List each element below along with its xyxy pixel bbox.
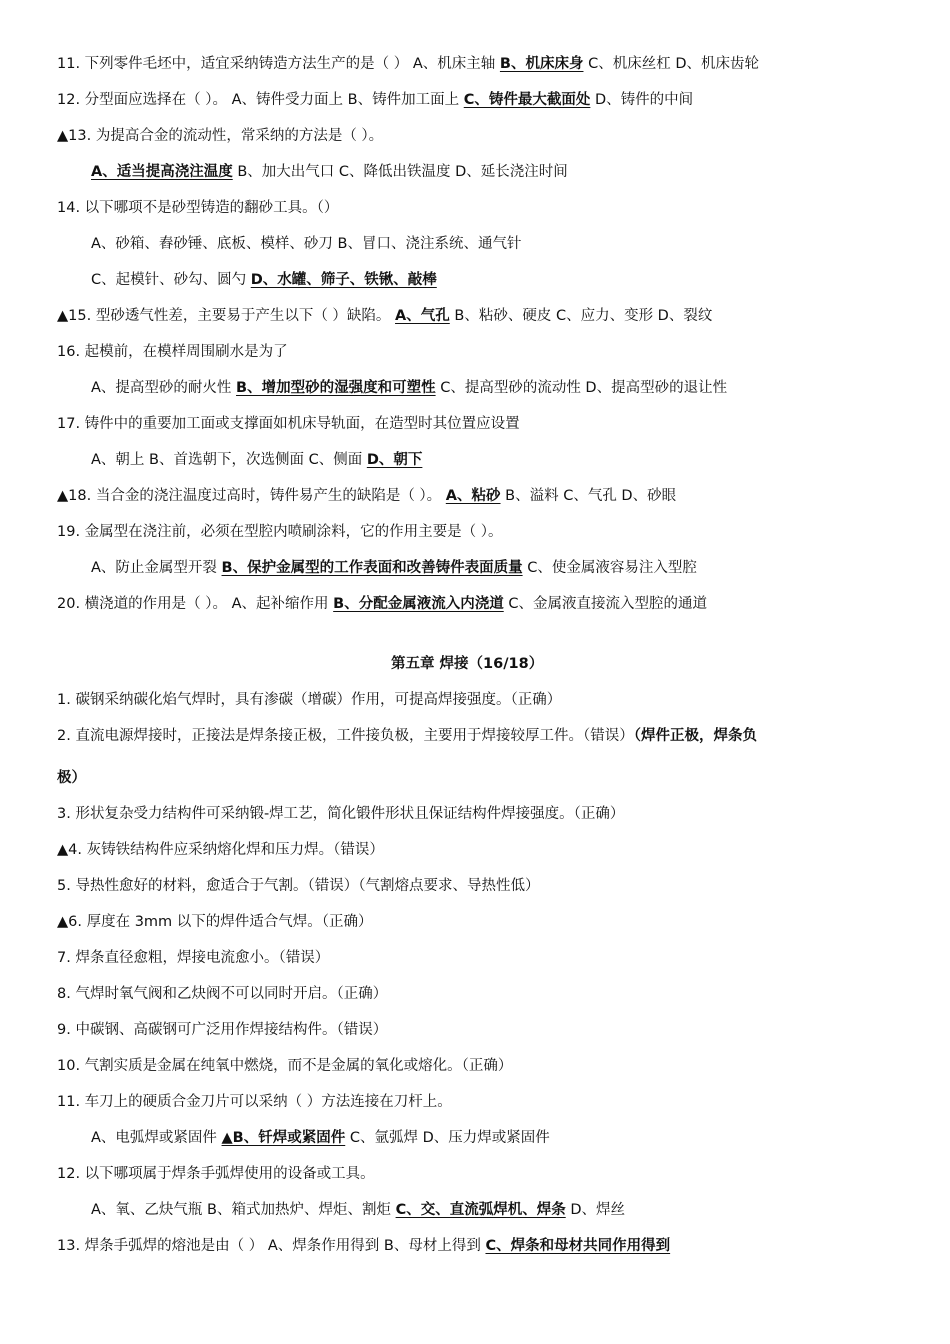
answer-highlight: A、适当提高浇注温度 [91, 164, 233, 180]
text-segment: D、铸件的中间 [590, 92, 694, 108]
text-line [57, 486, 676, 506]
text-segment: ▲15. 型砂透气性差，主要易于产生以下（ ）缺陷。 [57, 308, 396, 324]
text-segment: ▲6. 厚度在 3mm 以下的焊件适合气焊。（正确） [57, 914, 373, 930]
text-segment: 5. 导热性愈好的材料，愈适合于气割。（错误）（气割熔点要求、导热性低） [57, 878, 540, 894]
answer-highlight: D、朝下 [366, 452, 423, 468]
text-line [57, 804, 624, 824]
answer-highlight: C、焊条和母材共同作用得到 [485, 1238, 671, 1254]
text-line [57, 690, 561, 710]
text-line [57, 54, 759, 74]
text-line [57, 306, 712, 326]
text-segment: C、起模针、砂勾、圆勺 [91, 272, 251, 288]
text-segment: D、焊丝 [565, 1202, 626, 1218]
text-line [91, 450, 422, 470]
text-segment: 20. 横浇道的作用是（ ）。 A、起补缩作用 [57, 596, 334, 612]
text-segment: C、使金属液容易注入型腔 [522, 560, 697, 576]
answer-highlight: ▲B、钎焊或紧固件 [221, 1130, 346, 1146]
text-segment: 12. 以下哪项属于焊条手弧焊使用的设备或工具。 [57, 1166, 375, 1182]
text-line [57, 726, 757, 746]
answer-highlight: A、粘砂 [445, 488, 501, 504]
text-segment: B、加大出气口 C、降低出铁温度 D、延长浇注时间 [232, 164, 568, 180]
text-line [57, 198, 338, 218]
text-segment: C、金属液直接流入型腔的通道 [503, 596, 707, 612]
text-line [57, 948, 329, 968]
text-segment: 1. 碳钢采纳碳化焰气焊时，具有渗碳（增碳）作用，可提高焊接强度。（正确） [57, 692, 562, 708]
text-line [57, 984, 387, 1004]
text-line [57, 522, 503, 542]
answer-highlight: B、机床床身 [499, 56, 584, 72]
text-segment: C、氩弧焊 D、压力焊或紧固件 [345, 1130, 550, 1146]
answer-highlight: A、气孔 [395, 308, 450, 324]
answer-highlight: D、水罐、筛子、铁锹、敲棒 [250, 272, 437, 288]
text-segment: 2. 直流电源焊接时，正接法是焊条接正极，工件接负极，主要用于焊接较厚工件。（错误） [57, 728, 634, 744]
text-segment: ▲13. 为提高合金的流动性，常采纳的方法是（ ）。 [57, 128, 384, 144]
text-segment: A、提高型砂的耐火性 [91, 380, 237, 396]
text-line [91, 270, 437, 290]
chapter-title [391, 654, 543, 674]
text-segment: 16. 起模前，在模样周围刷水是为了 [57, 344, 288, 360]
text-segment: 19. 金属型在浇注前，必须在型腔内喷刷涂料，它的作用主要是（ ）。 [57, 524, 503, 540]
text-line [91, 234, 521, 254]
text-segment: 3. 形状复杂受力结构件可采纳锻-焊工艺，简化锻件形状且保证结构件焊接强度。（正确） [57, 806, 625, 822]
answer-highlight: B、增加型砂的湿强度和可塑性 [236, 380, 436, 396]
bold-text: 第五章 焊接（16/18） [391, 656, 544, 672]
text-line [91, 558, 697, 578]
text-segment: C、提高型砂的流动性 D、提高型砂的退让性 [435, 380, 728, 396]
text-segment: 17. 铸件中的重要加工面或支撑面如机床导轨面，在造型时其位置应设置 [57, 416, 520, 432]
text-line [91, 1200, 625, 1220]
text-line [57, 1020, 387, 1040]
answer-highlight: B、分配金属液流入内浇道 [333, 596, 504, 612]
text-segment: B、溢料 C、气孔 D、砂眼 [500, 488, 677, 504]
text-line [57, 1236, 670, 1256]
text-segment: 13. 焊条手弧焊的熔池是由（ ） A、焊条作用得到 B、母材上得到 [57, 1238, 486, 1254]
text-segment: 11. 车刀上的硬质合金刀片可以采纳（ ）方法连接在刀杆上。 [57, 1094, 452, 1110]
text-segment: A、朝上 B、首选朝下，次选侧面 C、侧面 [91, 452, 367, 468]
text-line [57, 126, 383, 146]
text-segment: 14. 以下哪项不是砂型铸造的翻砂工具。（） [57, 200, 339, 216]
text-line [57, 414, 520, 434]
text-line [57, 876, 539, 896]
text-line [57, 1092, 452, 1112]
bold-text: 极） [57, 770, 86, 786]
text-line [91, 162, 568, 182]
text-segment: 10. 气割实质是金属在纯氧中燃烧，而不是金属的氧化或熔化。（正确） [57, 1058, 513, 1074]
text-line [91, 378, 727, 398]
answer-highlight: B、保护金属型的工作表面和改善铸件表面质量 [221, 560, 523, 576]
text-segment: A、砂箱、舂砂锤、底板、模样、砂刀 B、冒口、浇注系统、通气针 [91, 236, 522, 252]
text-segment: A、电弧焊或紧固件 [91, 1130, 222, 1146]
text-segment: 11. 下列零件毛坯中，适宜采纳铸造方法生产的是（ ） A、机床主轴 [57, 56, 500, 72]
text-line [57, 342, 288, 362]
text-segment: ▲4. 灰铸铁结构件应采纳熔化焊和压力焊。（错误） [57, 842, 384, 858]
text-line [57, 594, 707, 614]
text-segment: C、机床丝杠 D、机床齿轮 [583, 56, 759, 72]
bold-text: （焊件正极，焊条负 [633, 728, 757, 744]
text-segment: ▲18. 当合金的浇注温度过高时，铸件易产生的缺陷是（ ）。 [57, 488, 446, 504]
text-segment: A、防止金属型开裂 [91, 560, 222, 576]
answer-highlight: C、铸件最大截面处 [463, 92, 591, 108]
answer-highlight: C、交、直流弧焊机、焊条 [395, 1202, 566, 1218]
text-line [57, 840, 384, 860]
text-segment: 7. 焊条直径愈粗，焊接电流愈小。（错误） [57, 950, 330, 966]
text-line [57, 1056, 512, 1076]
text-segment: 12. 分型面应选择在（ ）。 A、铸件受力面上 B、铸件加工面上 [57, 92, 464, 108]
text-line [57, 90, 693, 110]
text-segment: 9. 中碳钢、高碳钢可广泛用作焊接结构件。（错误） [57, 1022, 388, 1038]
text-line [91, 1128, 550, 1148]
text-line [57, 1164, 375, 1184]
text-line [57, 768, 86, 788]
text-line [57, 912, 373, 932]
text-segment: A、氧、乙炔气瓶 B、箱式加热炉、焊炬、割炬 [91, 1202, 396, 1218]
text-segment: 8. 气焊时氧气阀和乙炔阀不可以同时开启。（正确） [57, 986, 388, 1002]
text-segment: B、粘砂、硬皮 C、应力、变形 D、裂纹 [449, 308, 713, 324]
